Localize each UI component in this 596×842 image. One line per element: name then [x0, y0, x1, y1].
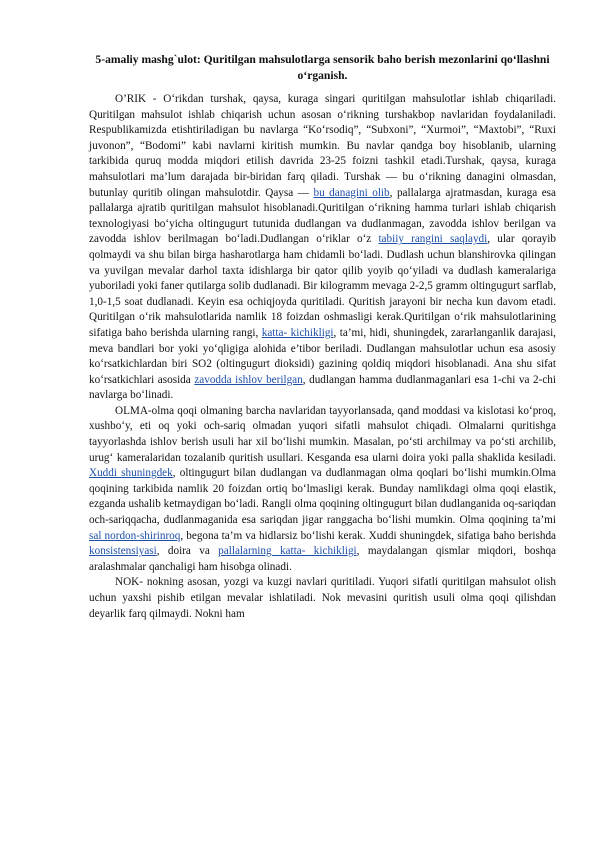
paragraph	[89, 575, 556, 622]
paragraph-text: , dudlangan hamma dudlanmaganlari esa 1-chi va 2-chi navlarga bo‘linadi.	[89, 373, 557, 402]
title-text: Quritilgan mahsulotlarga sensorik baho berish mezonlarini qo‘llashni o‘rganish.	[200, 53, 550, 82]
hyperlink[interactable]: zavodda ishlov berilgan	[194, 373, 303, 386]
paragraph-text: , ular qorayib qolmaydi va shu bilan birga hasharotlarga ham chidamli bo‘ladi. Dudlash uchun blanshirovka qilingan va yuvilgan mevalar darhol taxta idishlarga bir qator qilib yoyib qo‘yiladi va dudlash kameralariga yuboriladi yoki faner qutilarga solib dudlanadi. Bir kilogramm mevaga 2-2,5 gramm oltingugurt sarflab, 1,0-1,5 soat dudlanadi. Keyin esa ochiqjoyda quritiladi. Quritish jarayoni bir necha kun davom etadi. Quritilgan o‘rik mahsulotlarida namlik 18 foizdan oshmasligi kerak.Quritilgan o‘rik mahsulotlarining sifatiga baho berishda ularning rangi,	[89, 233, 556, 339]
page-title	[89, 52, 556, 84]
hyperlink[interactable]: tabiiy rangini saqlaydi	[378, 233, 488, 246]
paragraph	[89, 92, 556, 404]
paragraph-text: , pallalarga ajratmasdan, kuraga esa pallalarga ajratib quritilgan mahsulot hisoblanadi.Quritilgan o‘rikning hamma turlari ishlab chiqarish texnologiyasi bo‘yicha oltingugurt tutunida dudlangan va dudlanmagan, zavodda ishlov berilgan va zavodda ishlov berilmagan bo‘ladi.Dudlangan o‘riklar o‘z	[89, 186, 557, 246]
document-page	[89, 52, 556, 622]
paragraph-text: OLMA-olma qoqi olmaning barcha navlaridan tayyorlansada, qand moddasi va kislotasi ko‘proq, xushbo‘y, eti oq yoki och-sariq olmadan yuqori sifatli mahsulot chiqadi. Olmalarni quritishga tayyorlashda ishlov berish usuli har xil bo‘lishi mumkin. Masalan, po‘sti archilmay va po‘sti archilib, urug‘ kameralaridan tozalanib quritish usullari. Kesganda esa ularni doira yoki palla shaklida kesiladi.	[89, 404, 556, 464]
hyperlink[interactable]: sal nordon-shirinroq	[89, 529, 181, 542]
hyperlink[interactable]: pallalarning katta- kichikligi	[218, 545, 357, 558]
paragraph-text: , ta’mi, hidi, shuningdek, zararlanganlik darajasi, meva bandlari bor yoki yo‘qligiga alohida e’tibor beriladi. Dudlangan mahsulotlar uchun esa asosiy ko‘rsatkichlardan biri SO2 (oltingugurt dioksidi) gazining qoldiq miqdori hisoblanadi. Ana shu sifat ko‘rsatkichlari asosida	[89, 326, 556, 386]
paragraph-text: , doira va	[156, 545, 219, 558]
hyperlink[interactable]: konsistensiyasi	[89, 545, 157, 558]
paragraph-text: O’RIK - O‘rikdan turshak, qaysa, kuraga singari quritilgan mahsulotlar ishlab chiqariladi. Quritilgan mahsulot ishlab chiqarish uchun asosan o‘rikning turshakbop navlaridan foydalaniladi. Respublikamizda etishtiriladigan bu navlarga “Ko‘rsodiq”, “Subxoni”, “Xurmoi”, “Maxtobi”, “Ruxi juvonon”, “Bodomi” kabi navlarni kiritish mumkin. Bu navlar qandga boy hisoblanib, ularning tarkibida quruq modda miqdori etilish davrida 23-25 foizni tashkil etadi.Turshak, qaysa, kuraga mahsulotlari ma’lum darajada bir-biridan farq qiladi. Turshak — bu o‘rikning danagini olmasdan, butunlay quritib olingan mahsulotdir. Qaysa —	[89, 93, 556, 199]
paragraph-text: , oltingugurt bilan dudlangan va dudlanmagan olma qoqlari bo‘lishi mumkin.Olma qoqining tarkibida namlik 20 foizdan ortiq bo‘lmasligi kerak. Bunday namlikdagi olma qoqi elastik, ezganda ushalib ketmaydigan bo‘ladi. Rangli olma qoqining oltingugurt bilan dudlanganida oq-sariqdan och-sariqqacha, dudlanmaganida esa sariqdan jigar ranggacha bo‘lishi mumkin. Olma qoqining ta’mi	[89, 467, 556, 527]
body-text	[89, 92, 556, 622]
title-lead: 5-amaliy mashg`ulot:	[95, 53, 201, 66]
hyperlink[interactable]: katta- kichikligi	[261, 326, 334, 339]
hyperlink[interactable]: Xuddi shuningdek	[89, 467, 173, 480]
paragraph	[89, 404, 556, 576]
paragraph-text: , maydalangan qismlar miqdori, boshqa aralashmalar qanchaligi ham hisobga olinadi.	[89, 545, 557, 573]
paragraph-text: NOK- nokning asosan, yozgi va kuzgi navlari quritiladi. Yuqori sifatli quritilgan mahsulot olish uchun yaxshi pishib etilgan mevalar ishlatiladi. Nok mevasini quritish usuli olma qoqi qilishdan deyarlik farq qilmaydi. Nokni ham	[89, 576, 556, 620]
hyperlink[interactable]: bu danagini olib	[313, 186, 390, 199]
paragraph-text: , begona ta’m va hidlarsiz bo‘lishi kerak. Xuddi shuningdek, sifatiga baho berishda	[180, 529, 556, 542]
